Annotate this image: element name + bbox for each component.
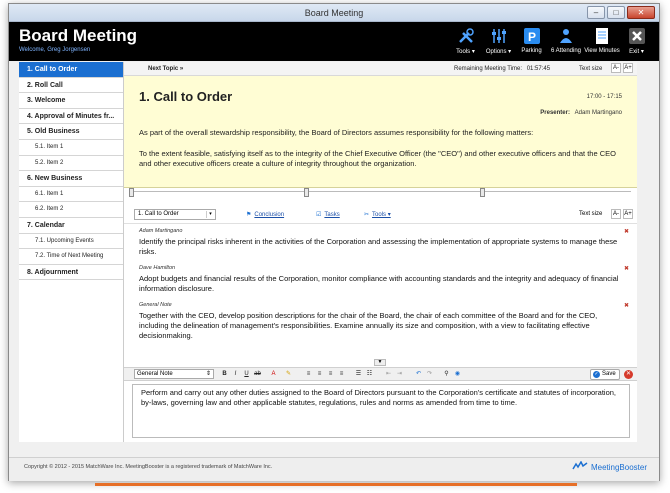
topic-select[interactable]	[134, 209, 216, 220]
italic-button[interactable]: I	[234, 371, 237, 377]
notes-text-size-increase-button[interactable]: A+	[624, 211, 632, 217]
topic-bar	[124, 62, 637, 76]
conclusion-link[interactable]	[246, 211, 284, 218]
notes-tools-icon: ✂	[364, 212, 370, 218]
numbered-list-icon[interactable]: ☷	[366, 371, 373, 377]
note-type-select[interactable]	[134, 369, 214, 379]
redo-icon[interactable]: ↷	[426, 371, 433, 377]
chevron-down-icon: ▾	[206, 211, 214, 218]
sidebar-item-approval-minutes[interactable]: 4. Approval of Minutes fr...	[19, 109, 123, 125]
exit-icon	[628, 27, 646, 45]
undo-icon[interactable]: ↶	[415, 371, 422, 377]
app-footer	[9, 457, 659, 481]
brand-icon	[572, 461, 588, 473]
remaining-time-label: Remaining Meeting Time:	[454, 66, 523, 72]
delete-note-icon[interactable]: ✖	[623, 229, 629, 235]
presenter-label: Presenter:	[540, 110, 570, 116]
notes-tools-label: Tools ▾	[372, 212, 391, 218]
note-type-value: General Note	[137, 371, 173, 377]
align-left-icon[interactable]: ≡	[306, 371, 311, 377]
notes-list	[124, 224, 637, 362]
sidebar-item-new-business-item2[interactable]: 6.2. Item 2	[19, 202, 123, 218]
font-color-icon[interactable]: A	[271, 371, 276, 377]
app-window	[8, 3, 660, 481]
attending-icon	[557, 27, 575, 45]
parking-button[interactable]	[515, 24, 548, 59]
exit-button[interactable]	[620, 24, 653, 59]
attending-label: 6 Attending	[550, 48, 582, 54]
brand-name: MeetingBooster	[590, 462, 647, 472]
close-window-button[interactable]: ✕	[627, 6, 655, 19]
view-minutes-button[interactable]	[584, 24, 620, 59]
sidebar-item-welcome[interactable]: 3. Welcome	[19, 93, 123, 109]
agenda-item-title: 1. Call to Order	[139, 89, 233, 104]
sidebar-item-old-business-item1[interactable]: 5.1. Item 1	[19, 140, 123, 156]
conclusion-label: Conclusion	[254, 212, 285, 218]
copyright-text: Copyright © 2012 - 2015 MatchWare Inc. MeetingBooster is a registered trademark of MatchWare Inc.	[24, 464, 273, 470]
main-area	[9, 62, 659, 457]
options-label: Options ▾	[485, 49, 512, 55]
slider-handle[interactable]	[480, 188, 485, 197]
text-size-increase-button[interactable]: A+	[624, 65, 632, 71]
view-minutes-label: View Minutes	[584, 48, 620, 54]
tools-icon	[457, 27, 475, 45]
sidebar-item-old-business-item2[interactable]: 5.2. Item 2	[19, 156, 123, 172]
tasks-label: Tasks	[324, 212, 340, 218]
note-text: Adopt budgets and financial results of the Corporation, monitor compliance with accounting standards and the integrity and adequacy of financial information disclosure.	[139, 274, 619, 293]
remaining-time	[454, 66, 550, 72]
sidebar-item-old-business[interactable]: 5. Old Business	[19, 124, 123, 140]
remaining-time-value: 01:57:45	[526, 66, 551, 72]
presenter-name: Adam Martingano	[574, 110, 622, 116]
agenda-sidebar	[19, 62, 124, 442]
next-topic-arrow-icon: »	[179, 66, 184, 72]
note-item[interactable]	[124, 265, 637, 294]
note-editor-toolbar	[124, 367, 637, 381]
window-title: Board Meeting	[304, 8, 364, 18]
align-center-icon[interactable]: ≡	[317, 371, 322, 377]
notes-text-size-label: Text size	[579, 211, 603, 217]
notes-tools-link[interactable]	[364, 211, 391, 218]
collapse-notes-button[interactable]: ▼	[374, 359, 386, 366]
bold-button[interactable]: B	[222, 371, 227, 377]
attachment-icon[interactable]: ⚲	[444, 371, 449, 377]
text-size-label: Text size	[579, 66, 603, 72]
sidebar-item-calendar[interactable]: 7. Calendar	[19, 218, 123, 234]
options-icon	[490, 27, 508, 45]
agenda-item-time: 17:00 - 17:15	[586, 94, 622, 100]
tasks-icon: ☑	[316, 212, 322, 218]
save-note-button[interactable]	[590, 369, 620, 380]
note-author: Adam Martingano	[139, 228, 183, 234]
checkmark-icon: ✓	[594, 371, 599, 377]
indent-icon[interactable]: ⇥	[396, 371, 403, 377]
svg-text:P: P	[527, 30, 536, 44]
taskbar-strip	[95, 483, 577, 486]
agenda-content	[124, 62, 637, 442]
parking-label: Parking	[521, 48, 542, 54]
agenda-paragraph-2: To the extent feasible, satisfying itself as to the integrity of the Chief Executive Officer (the "CEO") and other executive officers and that the CEO and other executive officers create a culture of integrity throughout the organization.	[139, 149, 616, 168]
sidebar-item-adjournment[interactable]: 8. Adjournment	[19, 265, 123, 281]
main-toolbar	[449, 24, 653, 59]
justify-icon[interactable]: ≡	[339, 371, 344, 377]
tools-button[interactable]	[449, 24, 482, 59]
attending-button[interactable]	[548, 24, 584, 59]
link-icon[interactable]: ◉	[454, 371, 461, 377]
sidebar-item-upcoming-events[interactable]: 7.1. Upcoming Events	[19, 234, 123, 250]
maximize-button[interactable]: □	[607, 6, 625, 19]
tasks-link[interactable]	[316, 211, 340, 218]
agenda-item-panel	[124, 76, 637, 188]
slider-handle[interactable]	[129, 188, 134, 197]
next-topic-label: Next Topic	[148, 66, 179, 72]
minutes-icon	[593, 27, 611, 45]
agenda-paragraph-1: As part of the overall stewardship responsibility, the Board of Directors assumes responsibility for the following matters:	[139, 128, 534, 137]
options-button[interactable]	[482, 24, 515, 59]
exit-label: Exit ▾	[629, 49, 644, 55]
save-label: Save	[602, 371, 616, 377]
bullet-list-icon[interactable]: ☰	[355, 371, 362, 377]
window-titlebar	[9, 4, 659, 22]
highlight-icon[interactable]: ✎	[285, 371, 292, 377]
sidebar-item-new-business[interactable]: 6. New Business	[19, 171, 123, 187]
panel-resize-slider[interactable]	[124, 188, 637, 206]
notes-toolbar	[124, 206, 637, 224]
note-text: Identify the principal risks inherent in the activities of the Corporation and assessing the implementation of appropriate systems to manage these risks.	[139, 237, 618, 256]
note-item[interactable]	[124, 228, 637, 257]
welcome-text: Welcome, Greg Jorgensen	[19, 47, 91, 53]
notes-text-size-decrease-button[interactable]: A-	[613, 211, 619, 217]
presenter	[540, 110, 622, 116]
minimize-button[interactable]: –	[587, 6, 605, 19]
cancel-note-icon[interactable]: ✕	[625, 371, 632, 377]
sidebar-item-next-meeting[interactable]: 7.2. Time of Next Meeting	[19, 249, 123, 265]
app-header	[9, 22, 659, 61]
slider-track	[130, 191, 631, 194]
note-author: Dave Hamilton	[139, 265, 176, 271]
topic-select-value: 1. Call to Order	[138, 211, 179, 217]
sidebar-item-new-business-item1[interactable]: 6.1. Item 1	[19, 187, 123, 203]
note-item[interactable]	[124, 302, 637, 341]
brand-logo	[572, 461, 647, 473]
note-text: Together with the CEO, develop position descriptions for the chair of the Board, the chair of each committee of the Board and for the CEO, including the delineation of management's responsibilities. Examine annually its size and composition, with a view to facilitating effective decisionmaking.	[139, 311, 598, 340]
next-topic-button[interactable]	[148, 66, 183, 72]
underline-button[interactable]: U	[244, 371, 249, 377]
note-author: General Note	[139, 302, 172, 308]
delete-note-icon[interactable]: ✖	[623, 303, 629, 309]
note-editor-textarea[interactable]: Perform and carry out any other duties assigned to the Board of Directors pursuant to the Corporation's certificate and statutes of incorporation, by-laws, governing law and other applicable statutes, regulations, rules and norms as amended from time to time.	[132, 384, 630, 438]
sidebar-item-roll-call[interactable]: 2. Roll Call	[19, 78, 123, 94]
conclusion-icon: ⚑	[246, 212, 252, 218]
outdent-icon[interactable]: ⇤	[385, 371, 392, 377]
select-arrow-icon: ⇕	[205, 371, 211, 377]
strikethrough-button[interactable]: ab	[254, 371, 261, 377]
tools-label: Tools ▾	[456, 49, 475, 55]
text-size-decrease-button[interactable]: A-	[613, 65, 619, 71]
delete-note-icon[interactable]: ✖	[623, 266, 629, 272]
app-title: Board Meeting	[19, 26, 138, 45]
align-right-icon[interactable]: ≡	[328, 371, 333, 377]
sidebar-item-call-to-order[interactable]: 1. Call to Order	[19, 62, 123, 78]
slider-handle[interactable]	[304, 188, 309, 197]
parking-icon	[523, 27, 541, 45]
